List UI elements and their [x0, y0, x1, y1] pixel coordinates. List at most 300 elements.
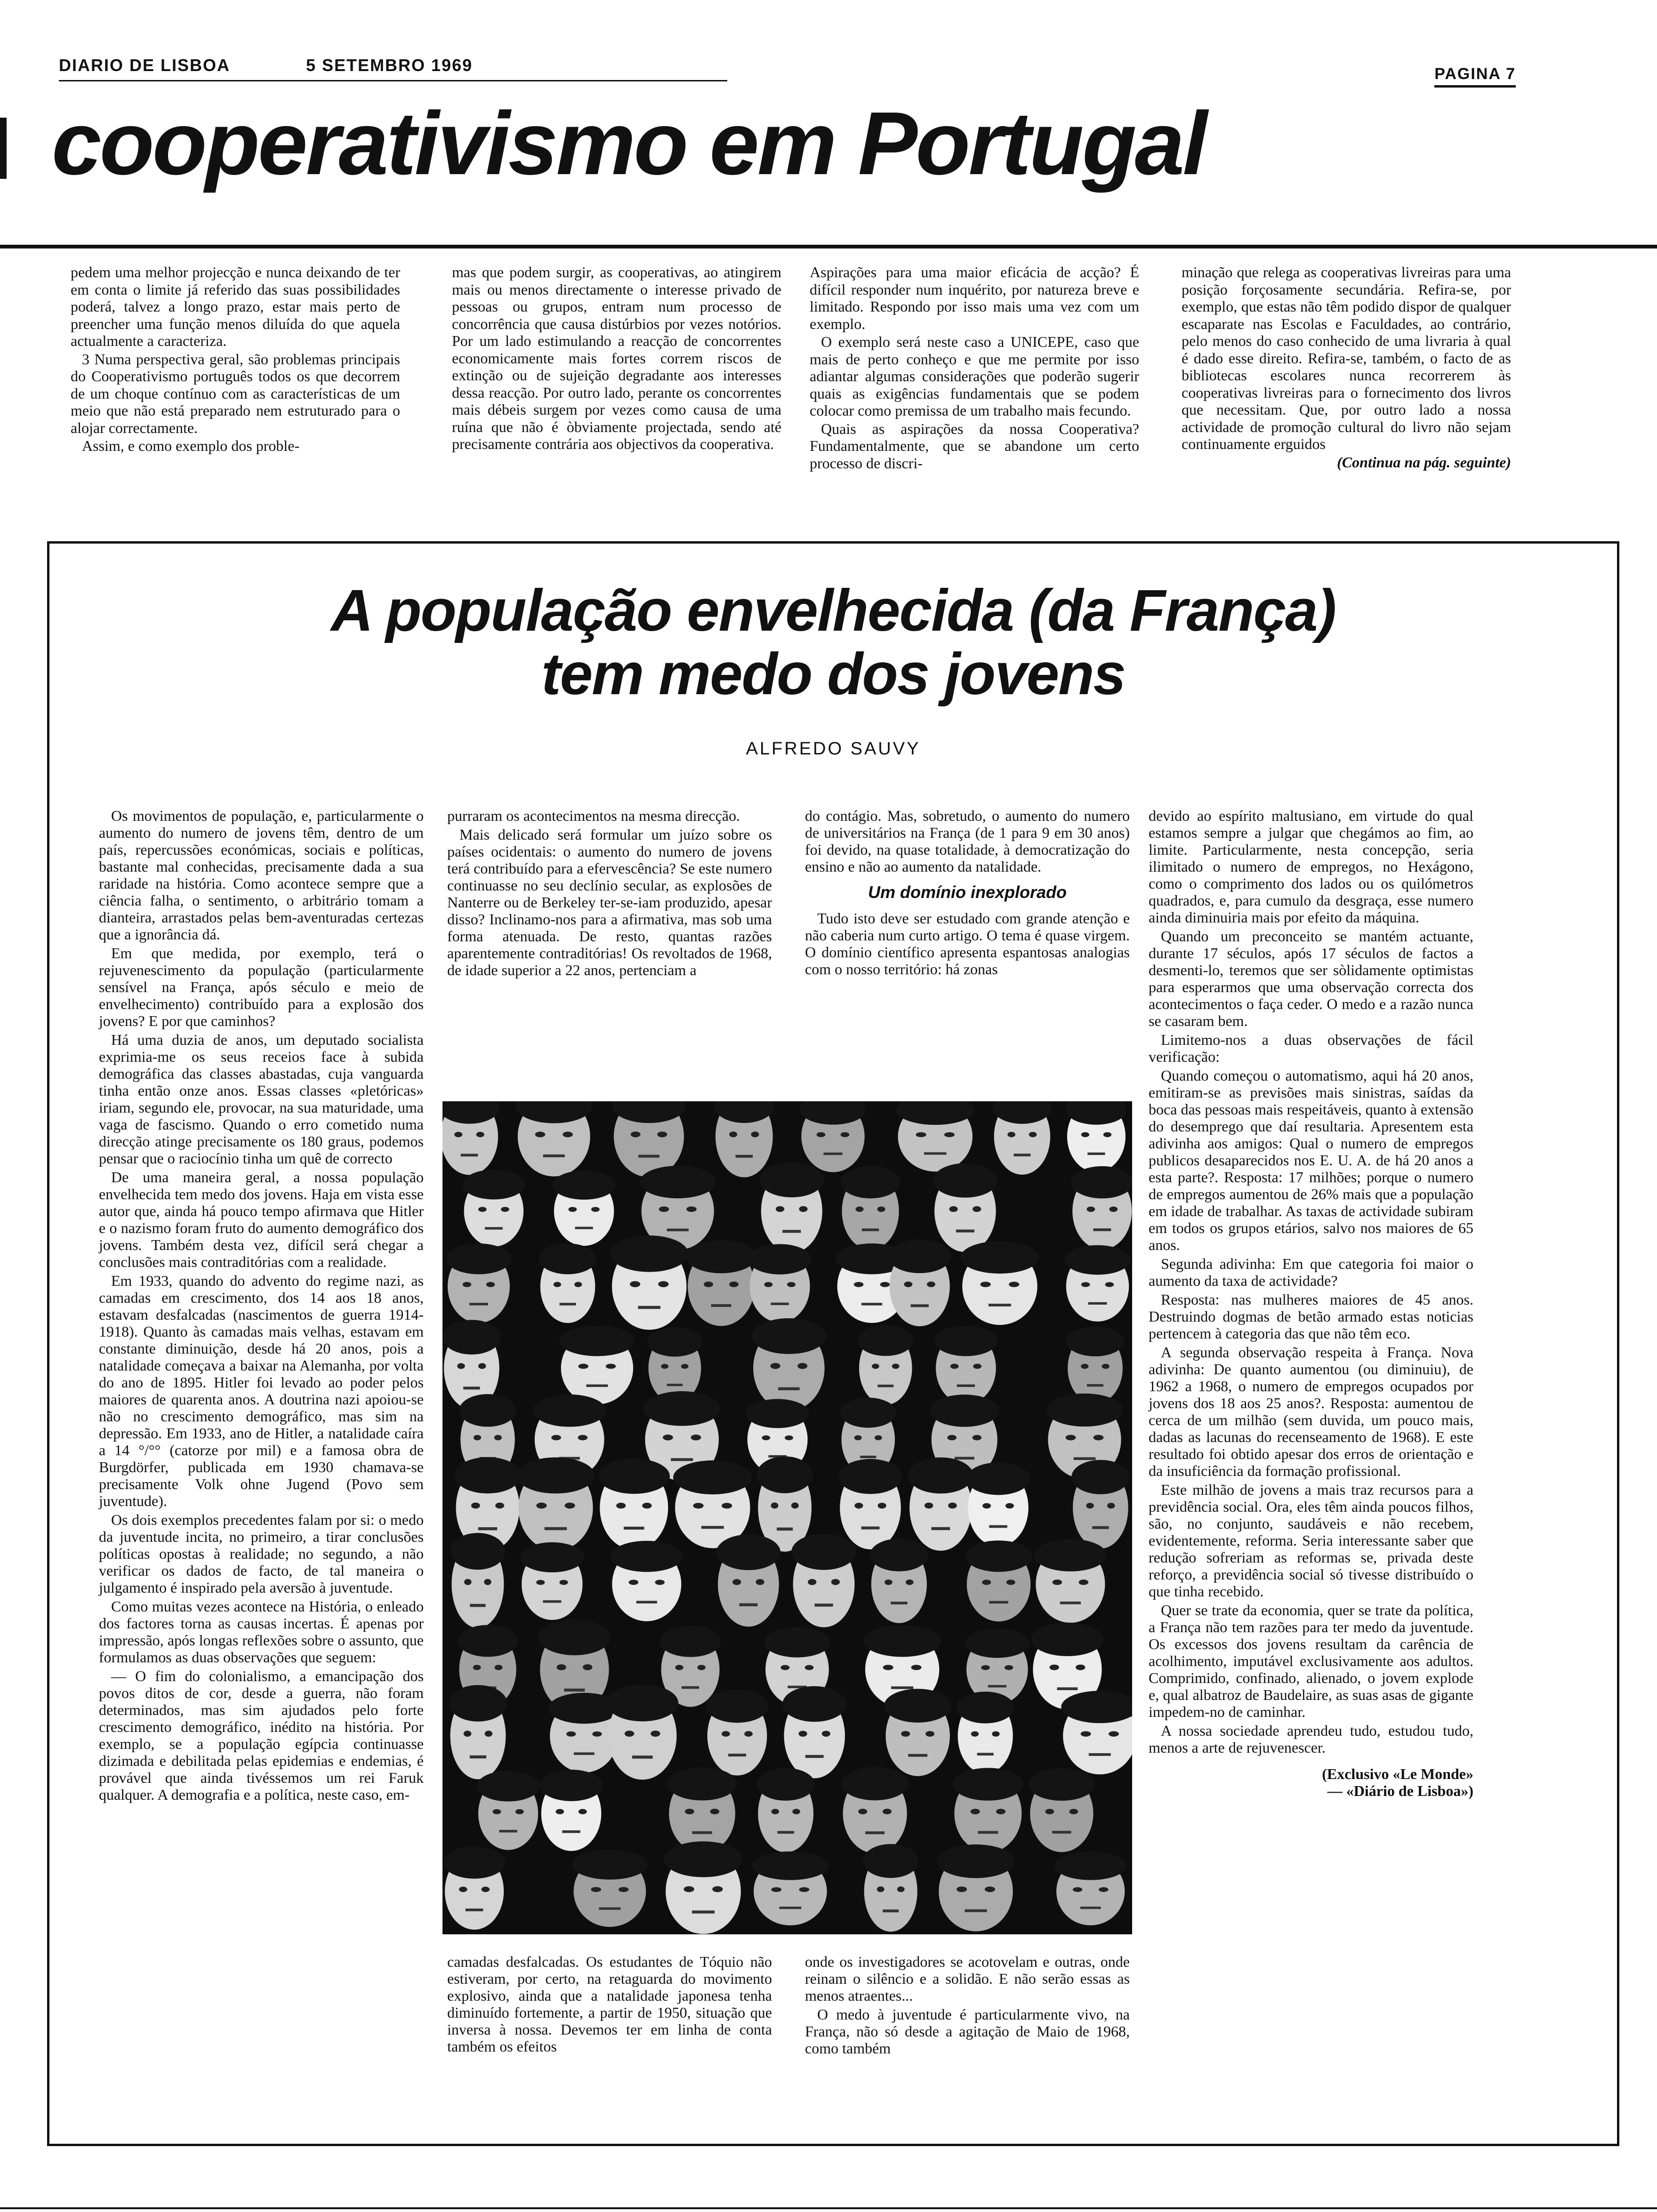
mouth-shape	[499, 1830, 517, 1832]
hair-shape	[840, 1166, 900, 1199]
eye-shape	[1045, 1809, 1054, 1814]
eye-shape	[780, 1665, 789, 1670]
hair-shape	[611, 1541, 683, 1572]
mouth-shape	[1088, 1302, 1107, 1305]
article-column-2-top	[447, 807, 772, 980]
eye-shape	[591, 1887, 601, 1892]
paragraph: Quando começou o automatismo, aqui há 20 anos, emitiram-se as previsões mais sinistras, saídas da boca das pessoas mais respeitáveis, quanto à extensão do desemprego que daí resultaria. Apresentem esta adivinha aos amigos: Qual o numero de empregos publicos desaparecidos nos E. U. A. de há 20 anos a esta parte?. Resposta: 17 milhões; porque o numero de empregos aumentou de 26% mais que a população em idade de trabalhar. As taxas de actividade subiram em todos os grupos etários, salvo nos maiores de 65 anos.	[1149, 1067, 1473, 1253]
eye-shape	[629, 1580, 639, 1585]
mouth-shape	[771, 1303, 788, 1305]
eye-shape	[949, 1206, 957, 1212]
eye-shape	[464, 1731, 472, 1737]
hair-shape	[572, 1850, 648, 1880]
hair-shape	[782, 1686, 846, 1722]
hair-shape	[459, 1394, 516, 1427]
paragraph: Os movimentos de população, e, particularmente o aumento do numero de jovens têm, dentro de um país, repercussões económicas, sociais e políticas, bastante mal conhecidas, precisamente dada a sua raridade na história. Como acontece sempre que a ciência falha, o sentimento, o arbitrário tomam a dianteira, arrastados pelas bem-aventuradas certezas que a ignorância dá.	[99, 807, 424, 943]
mouth-shape	[671, 1458, 693, 1461]
eye-shape	[535, 1132, 546, 1138]
hair-shape	[647, 1328, 702, 1357]
hair-shape	[752, 1851, 828, 1880]
eye-shape	[751, 1131, 759, 1137]
eye-shape	[957, 1886, 967, 1892]
hair-shape	[664, 1842, 743, 1877]
paragraph: do contágio. Mas, sobretudo, o aumento do numero de universitários na França (de 1 para 9 em 30 anos) foi devido, na quase totalidade, à democratização do ensino e não ao aumento da natalidade.	[805, 807, 1130, 875]
eye-shape	[464, 1579, 472, 1585]
paragraph: O medo à juventude é particularmente vivo, na França, não só desde a agitação de Maio de 1968, como também	[805, 2006, 1130, 2057]
eye-shape	[536, 1580, 545, 1585]
mouth-shape	[682, 1686, 699, 1689]
mouth-shape	[739, 1603, 757, 1606]
eye-shape	[583, 1664, 592, 1670]
mouth-shape	[543, 1600, 561, 1603]
mouth-shape	[778, 1387, 799, 1390]
top-column-3	[810, 264, 1139, 473]
eye-shape	[568, 1207, 577, 1212]
eye-shape	[1081, 1282, 1090, 1287]
eye-shape	[578, 1364, 588, 1369]
mouth-shape	[564, 1689, 585, 1691]
mouth-shape	[1087, 1384, 1103, 1387]
eye-shape	[625, 1731, 634, 1737]
paragraph: onde os investigadores se acotovelam e outras, onde reinam o silêncio e a solidão. E não serão essas as menos atraentes...	[805, 1953, 1130, 2004]
eye-shape	[482, 1887, 490, 1892]
hair-shape	[791, 1534, 856, 1570]
headline-line-2: tem medo dos jovens	[541, 641, 1126, 707]
eye-shape	[980, 1282, 990, 1287]
mouth-shape	[1052, 1831, 1071, 1834]
hair-shape	[759, 1162, 824, 1198]
eye-shape	[992, 1731, 999, 1737]
mouth-shape	[931, 1527, 950, 1530]
eye-shape	[722, 1503, 732, 1508]
mouth-shape	[782, 1230, 801, 1233]
eye-shape	[771, 1502, 779, 1508]
mouth-shape	[692, 1910, 715, 1913]
eye-shape	[1005, 1503, 1014, 1509]
mouth-shape	[667, 1228, 689, 1231]
mouth-shape	[632, 1755, 653, 1759]
mouth-shape	[562, 1830, 580, 1833]
hair-shape	[960, 1241, 1039, 1274]
mouth-shape	[636, 1601, 657, 1603]
eye-shape	[484, 1579, 491, 1585]
page-bottom-rule	[0, 2207, 1657, 2209]
mouth-shape	[883, 1909, 899, 1912]
paragraph: Como muitas vezes acontece na História, o enleado dos factores torna as causas incertas. É apenas por impressão, após longas reflexões sobre o assunto, que formulamos as duas observações que seguem:	[99, 1598, 424, 1666]
eye-shape	[808, 1579, 816, 1585]
mouth-shape	[478, 1527, 497, 1530]
top-column-1	[71, 264, 400, 456]
eye-shape	[1009, 1282, 1019, 1287]
eye-shape	[911, 1665, 921, 1670]
section-title: cooperativismo em Portugal	[52, 94, 1206, 193]
hair-shape	[458, 1625, 517, 1657]
mouth-shape	[736, 1155, 753, 1158]
mouth-shape	[1080, 1907, 1101, 1909]
eye-shape	[770, 1363, 780, 1369]
hair-shape	[520, 1542, 584, 1572]
mouth-shape	[777, 1528, 793, 1531]
article-byline: ALFREDO SAUVY	[746, 739, 921, 759]
eye-shape	[1005, 1665, 1013, 1670]
mouth-shape	[924, 1152, 947, 1154]
issue-date: 5 SETEMBRO 1969	[306, 56, 473, 75]
crowd-photo	[442, 1101, 1132, 1934]
eye-shape	[1069, 1809, 1078, 1814]
eye-shape	[494, 1435, 502, 1441]
mouth-shape	[977, 1753, 994, 1755]
eye-shape	[1029, 1132, 1037, 1137]
eye-shape	[831, 1579, 840, 1585]
eye-shape	[495, 1503, 504, 1509]
eye-shape	[1076, 1665, 1085, 1670]
eye-shape	[710, 1809, 719, 1814]
mouth-shape	[560, 1303, 576, 1305]
eye-shape	[722, 1731, 730, 1737]
eye-shape	[1081, 1731, 1091, 1736]
mouth-shape	[545, 1527, 567, 1530]
paragraph: minação que relega as cooperativas livreiras para uma posição forçosamente secundária. Refira-se, por exemplo, que estas não têm podido dispor de qualquer escaparate nas Escolas e Faculdades, ao contrário, pelo menos do caso conhecido de uma livraria à qual é dado esse direito. Refira-se, também, o facto de as bibliotecas escolares nunca recorrerem às cooperativas livreiras para o fornecimento dos livros que necessitam. Que, por outro lado a nossa actividade de promoção cultural do livro não sejam continuamente erguidos	[1182, 264, 1511, 452]
eye-shape	[877, 1886, 885, 1892]
hair-shape	[450, 1533, 506, 1570]
paragraph: mas que podem surgir, as cooperativas, ao atingirem mais ou menos directamente o interesse privado de pessoas ou grupos, entram num processo de concorrência que causa distúrbios por vezes notórios. Por um lado estimulando a reacção de concorrentes economicamente mais fortes correm riscos de extinção ou de sujeição degradante aos interesses dessa reacção. Por outro lado, perante os concorrentes mais débeis surgem por vezes como causa de uma ruína que não é òbviamente projectada, sendo até precisamente contrária aos objectivos da cooperativa.	[452, 264, 781, 452]
eye-shape	[791, 1502, 799, 1508]
eye-shape	[973, 1364, 981, 1369]
eye-shape	[712, 1886, 723, 1892]
article-headline	[47, 579, 1619, 706]
hair-shape	[748, 1244, 811, 1274]
eye-shape	[691, 1435, 701, 1440]
hair-shape	[841, 1767, 909, 1800]
hair-shape	[516, 1458, 595, 1494]
eye-shape	[661, 1364, 668, 1369]
mouth-shape	[989, 1601, 1008, 1604]
eye-shape	[776, 1206, 784, 1212]
eye-shape	[805, 1665, 814, 1670]
eye-shape	[916, 1132, 926, 1137]
mouth-shape	[862, 1228, 879, 1231]
eye-shape	[883, 1809, 892, 1814]
eye-shape	[996, 1809, 1005, 1814]
eye-shape	[1105, 1282, 1114, 1287]
eye-shape	[729, 1131, 737, 1137]
eye-shape	[476, 1132, 484, 1137]
eye-shape	[927, 1282, 935, 1287]
paragraph: Tudo isto deve ser estudado com grande atenção e não caberia num curto artigo. O tema é quase virgem. O domínio científico apresenta espantosas analogias com o nosso território: há zonas	[805, 910, 1130, 978]
hair-shape	[606, 1684, 678, 1721]
eye-shape	[1081, 1364, 1088, 1369]
hair-shape	[442, 1320, 501, 1354]
hair-shape	[838, 1459, 902, 1494]
section-rule	[0, 245, 1657, 248]
eye-shape	[906, 1579, 914, 1585]
eye-shape	[495, 1665, 503, 1670]
hair-shape	[756, 1768, 815, 1801]
hair-shape	[446, 1243, 512, 1274]
hair-shape	[1064, 1245, 1130, 1275]
eye-shape	[858, 1809, 867, 1814]
eye-shape	[856, 1207, 864, 1212]
hair-shape	[863, 1625, 941, 1657]
hair-shape	[553, 1170, 616, 1200]
article-subhead: Um domínio inexplorado	[868, 882, 1067, 902]
hair-shape	[1034, 1539, 1107, 1571]
eye-shape	[901, 1731, 910, 1737]
mouth-shape	[692, 1831, 712, 1834]
paragraph: Este milhão de jovens a mais traz recursos para a previdência social. Ora, eles têm ainda poucos filhos, são, no conjunto, saudáveis e não recebem, evidentemente, reforma. Seria interessante saber que redução sofreriam as reformas se, privada deste reforço, a previdência social só tivesse distribuído o que tinha recebido.	[1149, 1481, 1473, 1600]
eye-shape	[1102, 1364, 1110, 1369]
eye-shape	[904, 1282, 912, 1287]
eye-shape	[659, 1206, 669, 1212]
hair-shape	[668, 1767, 737, 1800]
hair-shape	[888, 1240, 951, 1273]
hair-shape	[965, 1629, 1030, 1658]
mouth-shape	[1057, 1687, 1078, 1690]
article-column-2-bottom	[447, 1953, 772, 2057]
hair-shape	[965, 1540, 1032, 1572]
hair-shape	[934, 1326, 997, 1356]
eye-shape	[681, 1364, 689, 1369]
eye-shape	[885, 1579, 893, 1585]
mouth-shape	[469, 1303, 488, 1305]
eye-shape	[1081, 1132, 1089, 1138]
eye-shape	[947, 1435, 957, 1440]
hair-shape	[673, 1460, 752, 1494]
mouth-shape	[891, 1602, 907, 1604]
eye-shape	[606, 1364, 616, 1369]
eye-shape	[1109, 1731, 1119, 1736]
eye-shape	[981, 1665, 989, 1670]
hair-shape	[1031, 1623, 1104, 1656]
mouth-shape	[861, 1526, 880, 1529]
eye-shape	[1006, 1579, 1015, 1585]
eye-shape	[1094, 1435, 1104, 1441]
eye-shape	[685, 1809, 694, 1814]
eye-shape	[556, 1664, 566, 1670]
eye-shape	[501, 1207, 509, 1212]
mouth-shape	[574, 1752, 595, 1755]
eye-shape	[559, 1580, 568, 1585]
eye-shape	[872, 1364, 879, 1369]
eye-shape	[880, 1282, 890, 1287]
mouth-shape	[575, 1227, 593, 1229]
mouth-shape	[461, 1154, 478, 1157]
eye-shape	[592, 1731, 602, 1737]
eye-shape	[651, 1731, 660, 1737]
eye-shape	[485, 1731, 493, 1737]
eye-shape	[554, 1282, 561, 1287]
eye-shape	[675, 1665, 683, 1670]
hair-shape	[884, 1689, 951, 1723]
eye-shape	[982, 1579, 991, 1585]
header-rule	[59, 80, 727, 81]
eye-shape	[1103, 1132, 1111, 1138]
mouth-shape	[860, 1456, 876, 1458]
eye-shape	[878, 1503, 886, 1508]
hair-shape	[539, 1619, 611, 1655]
eye-shape	[564, 1503, 575, 1509]
mouth-shape	[701, 1526, 724, 1529]
paragraph: Resposta: nas mulheres maiores de 45 anos. Destruindo dogmas de betão armado estas noticias pertencem à categoria das que não têm eco.	[1149, 1291, 1473, 1342]
eye-shape	[854, 1282, 864, 1287]
hair-shape	[957, 1691, 1014, 1723]
eye-shape	[925, 1731, 934, 1737]
eye-shape	[515, 1809, 524, 1814]
eye-shape	[1107, 1503, 1115, 1508]
hair-shape	[966, 1462, 1030, 1495]
eye-shape	[948, 1503, 957, 1509]
eye-shape	[693, 1503, 703, 1508]
eye-shape	[630, 1281, 640, 1287]
hair-shape	[1071, 1460, 1130, 1494]
paragraph: Aspirações para uma maior eficácia de acção? É difícil responder num inquérito, por natureza breve e limitado. Respondo por isso mais uma vez com um exemplo.	[810, 264, 1139, 332]
eye-shape	[944, 1132, 955, 1137]
eye-shape	[883, 1665, 893, 1670]
eye-shape	[463, 1282, 471, 1287]
eye-shape	[1086, 1207, 1095, 1212]
eye-shape	[875, 1435, 882, 1441]
eye-shape	[473, 1665, 481, 1670]
mouth-shape	[667, 1384, 683, 1386]
eye-shape	[950, 1364, 959, 1369]
mouth-shape	[965, 1909, 987, 1912]
eye-shape	[478, 1207, 487, 1212]
eye-shape	[642, 1503, 652, 1509]
paragraph: camadas desfalcadas. Os estudantes de Tóquio não estiveram, por certo, na retaguarda do movimento explosivo, ainda que a natalidade japonesa tenha diminuído fortemente, a partir de 1950, situação que inversa à nossa. Devemos ter em linha de conta também os efeitos	[447, 1953, 772, 2055]
eye-shape	[486, 1282, 495, 1287]
hair-shape	[598, 1459, 670, 1494]
mouth-shape	[624, 1527, 644, 1530]
eye-shape	[478, 1363, 486, 1369]
eye-shape	[841, 1132, 850, 1138]
hair-shape	[840, 1398, 896, 1428]
hair-shape	[858, 1325, 913, 1356]
eye-shape	[657, 1131, 667, 1137]
hair-shape	[686, 1240, 756, 1274]
paragraph: Em 1933, quando do advento do regime nazi, as camadas em crescimento, dos 14 aos 18 anos, estavam desfalcadas (nascimentos de guerra 1914-1918). Quanto às camadas mais velhas, estavam em constante diminuição, desde há 20 anos, pois a natalidade começava a baixar na Alemanha, por volta do ano de 1895. Hitler foi levado ao poder pelos maiores de quarenta anos. A doutrina nazi apoiou-se não no crescimento demográfico, mas sim na depressão. Em 1933, ano de Hitler, a natalidade caíra a 14 °/°° (catorze por mil) e a famosa obra de Burgdörfer, publicada em 1930 chamava-se precisamente Volk ohne Jugend (Povo sem juventude).	[99, 1272, 424, 1509]
hair-shape	[933, 1163, 997, 1198]
mouth-shape	[728, 1754, 746, 1756]
mouth-shape	[485, 1227, 503, 1229]
eye-shape	[973, 1435, 982, 1440]
eye-shape	[591, 1207, 600, 1212]
hair-shape	[937, 1844, 1014, 1878]
mouth-shape	[957, 1385, 975, 1387]
eye-shape	[973, 1206, 981, 1212]
paragraph: Em que medida, por exemplo, terá o rejuvenescimento da população (particularmente sensível na França, após século e meio de envelhecimento) contribuído para a explosão dos jovens? E por que caminhos?	[99, 945, 424, 1029]
hair-shape	[443, 1846, 506, 1878]
eye-shape	[566, 1731, 576, 1737]
paragraph: O exemplo será neste caso a UNICEPE, caso que mais de perto conheço e que me permite por isso adiantar algumas considerações que poderão sugerir quais as exigências fundamentais que se podem colocar como premissa de um trabalho mais fecundo.	[810, 333, 1139, 419]
eye-shape	[1007, 1132, 1015, 1137]
mouth-shape	[638, 1306, 660, 1309]
eye-shape	[799, 1731, 807, 1737]
article-column-3-top	[805, 807, 1130, 979]
eye-shape	[799, 1206, 807, 1212]
hair-shape	[660, 1626, 721, 1657]
top-column-4	[1182, 264, 1511, 471]
eye-shape	[792, 1809, 800, 1814]
eye-shape	[563, 1132, 573, 1138]
eye-shape	[797, 1363, 807, 1369]
credit-line-1: (Exclusivo «Le Monde»	[1322, 1765, 1473, 1782]
hair-shape	[863, 1844, 919, 1878]
eye-shape	[1086, 1503, 1094, 1508]
mouth-shape	[891, 1686, 913, 1689]
mouth-shape	[1092, 1526, 1109, 1529]
eye-shape	[985, 1886, 995, 1892]
eye-shape	[732, 1579, 741, 1585]
paragraph: Quer se trate da economia, quer se trate da política, a França não tem razões para ter medo da juventude. Os excessos dos jovens resultam da carência de acolhimento, imputável exclusivamente aos adultos. Comprimido, confinado, alienado, o jovem explode e, qual albatroz de Baudelaire, as suas asas de gigante impedem-no de caminhar.	[1149, 1602, 1473, 1720]
paragraph: Há uma duzia de anos, um deputado socialista exprimia-me os seus receios face à subida demográfica das classes abastadas, cuja vanguarda tinha então onze anos. Essas classes «pletóricas» iriam, segundo ele, provocar, na sua maturidade, uma vaga de fascismo. Quando o erro cometido numa direcção atinge precisamente os 180 graus, podemos pensar que o raciocínio tinha um quê de correcto	[99, 1031, 424, 1167]
mouth-shape	[956, 1230, 974, 1233]
margin-bar	[0, 118, 7, 179]
mouth-shape	[463, 1387, 480, 1389]
hair-shape	[539, 1243, 596, 1274]
eye-shape	[772, 1809, 779, 1814]
eye-shape	[663, 1435, 673, 1440]
mouth-shape	[470, 1604, 485, 1607]
eye-shape	[474, 1435, 481, 1441]
eye-shape	[619, 1887, 629, 1892]
hair-shape	[953, 1768, 1023, 1801]
eye-shape	[578, 1435, 587, 1440]
mouth-shape	[777, 1831, 794, 1834]
mouth-shape	[1093, 1228, 1111, 1231]
eye-shape	[822, 1731, 830, 1737]
eye-shape	[459, 1887, 467, 1892]
eye-shape	[817, 1132, 826, 1138]
hair-shape	[751, 1318, 826, 1354]
hair-shape	[1071, 1166, 1132, 1199]
eye-shape	[454, 1132, 462, 1137]
mouth-shape	[1089, 1753, 1111, 1756]
paragraph: Os dois exemplos precedentes falam por si: o medo da juventude incita, no primeiro, a tirar conclusões políticas opostas à realidade; no segundo, a não verificar os dados de facto, de tal maneira o julgamento é inspirado pela aversão à juventude.	[99, 1511, 424, 1596]
mouth-shape	[988, 1685, 1006, 1687]
eye-shape	[555, 1809, 564, 1814]
paragraph: De uma maneira geral, a nossa população envelhecida tem medo dos jovens. Haja em vista esse autor que, ainda há pouco tempo afirmava que Hitler e o nazismo foram fruto do aumento demográfico dos jovens. Também desta vez, difícil será chegar a conclusões mais contraditórias com a realidade.	[99, 1169, 424, 1270]
paragraph: Quais as aspirações da nossa Cooperativa? Fundamentalmente, que se abandone um certo processo de discri-	[810, 420, 1139, 472]
eye-shape	[785, 1435, 793, 1440]
mouth-shape	[805, 1755, 824, 1758]
eye-shape	[1053, 1579, 1062, 1585]
eye-shape	[616, 1503, 626, 1509]
hair-shape	[1046, 1394, 1123, 1427]
eye-shape	[799, 1887, 809, 1892]
hair-shape	[746, 1399, 809, 1428]
eye-shape	[471, 1503, 480, 1509]
eye-shape	[854, 1503, 863, 1508]
eye-shape	[1079, 1579, 1089, 1585]
eye-shape	[897, 1886, 905, 1892]
mouth-shape	[1060, 1602, 1081, 1604]
eye-shape	[1099, 1887, 1108, 1892]
eye-shape	[686, 1206, 697, 1212]
eye-shape	[697, 1665, 705, 1670]
eye-shape	[1066, 1435, 1076, 1441]
paragraph: Limitemo-nos a duas observações de fácil verificação:	[1149, 1031, 1473, 1065]
mouth-shape	[865, 1831, 885, 1834]
paragraph: Quando um preconceito se mantém actuante, durante 17 séculos, após 17 séculos de factos a desmenti-lo, teremos que ser sòlidamente optimistas para esperarmos que uma observação correcta dos acontecimentos o faça ceder. O medo e a razão nunca se casaram bem.	[1149, 928, 1473, 1029]
hair-shape	[870, 1539, 928, 1571]
paragraph: Assim, e como exemplo dos proble-	[82, 437, 300, 454]
eye-shape	[655, 1580, 665, 1585]
mouth-shape	[711, 1304, 732, 1307]
paragraph: A segunda observação respeita à França. Nova adivinha: De quanto aumentou (ou diminuiu), de 1962 a 1968, o numero de empregos ocupados por jovens dos 18 aos 25 anos?. Resposta: aumentou de cerca de um milhão (sem duvida, um pouco mais, dadas as lacunas do recenseamento de 1968). E este resultado foi obtido apesar dos erros de orientação e da insuficiência da formação profissional.	[1149, 1344, 1473, 1479]
eye-shape	[971, 1731, 979, 1737]
top-column-2	[452, 264, 781, 454]
mouth-shape	[470, 1755, 486, 1758]
